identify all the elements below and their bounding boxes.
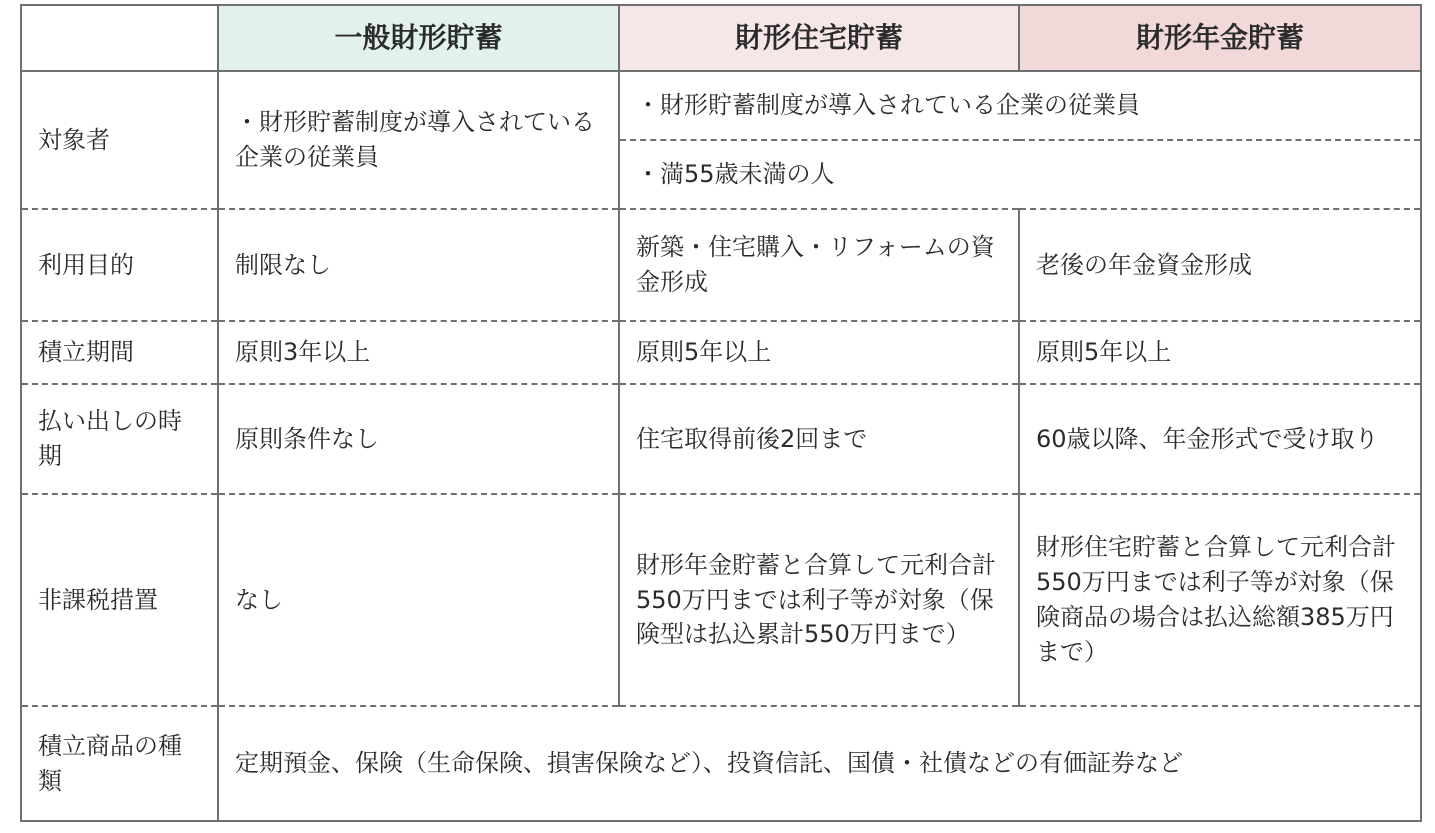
cell-products-all: 定期預金、保険（生命保険、損害保険など）、投資信託、国債・社債などの有価証券など	[235, 749, 1183, 778]
cell-purpose-general: 制限なし	[218, 209, 619, 321]
cell-purpose-housing: 新築・住宅購入・リフォームの資金形成	[619, 209, 1019, 321]
row-purpose	[21, 209, 1421, 321]
cell-purpose-pension: 老後の年金資金形成	[1019, 209, 1421, 321]
header-pension: 財形年金貯蓄	[1019, 5, 1421, 71]
cell-withdrawal-housing: 住宅取得前後2回まで	[619, 384, 1019, 494]
row-products	[21, 706, 1421, 821]
cell-tax-pension: 財形住宅貯蓄と合算して元利合計550万円までは利子等が対象（保険商品の場合は払込総額385万円まで）	[1019, 494, 1421, 706]
row-label-period: 積立期間	[21, 321, 218, 384]
row-label-purpose: 利用目的	[21, 209, 218, 321]
cell-withdrawal-general: 原則条件なし	[218, 384, 619, 494]
row-label-target: 対象者	[21, 71, 218, 209]
cell-period-general: 原則3年以上	[218, 321, 619, 384]
cell-period-housing: 原則5年以上	[619, 321, 1019, 384]
cell-target-housing-pension-2: ・満55歳未満の人	[619, 140, 1421, 209]
row-label-withdrawal: 払い出しの時期	[21, 384, 218, 494]
row-target-1	[21, 71, 1421, 140]
cell-tax-general: なし	[218, 494, 619, 706]
cell-period-pension: 原則5年以上	[1019, 321, 1421, 384]
row-period	[21, 321, 1421, 384]
cell-tax-housing: 財形年金貯蓄と合算して元利合計550万円までは利子等が対象（保険型は払込累計550万円まで）	[619, 494, 1019, 706]
cell-target-general: ・財形貯蓄制度が導入されている企業の従業員	[218, 71, 619, 209]
header-row	[21, 5, 1421, 71]
header-housing: 財形住宅貯蓄	[619, 5, 1019, 71]
cell-withdrawal-pension: 60歳以降、年金形式で受け取り	[1019, 384, 1421, 494]
row-label-products: 積立商品の種類	[21, 706, 218, 821]
row-label-tax: 非課税措置	[21, 494, 218, 706]
savings-comparison-table	[20, 4, 1422, 822]
cell-target-housing-pension-1: ・財形貯蓄制度が導入されている企業の従業員	[619, 71, 1421, 140]
row-tax	[21, 494, 1421, 706]
corner-cell	[21, 5, 218, 71]
row-withdrawal	[21, 384, 1421, 494]
header-general: 一般財形貯蓄	[218, 5, 619, 71]
